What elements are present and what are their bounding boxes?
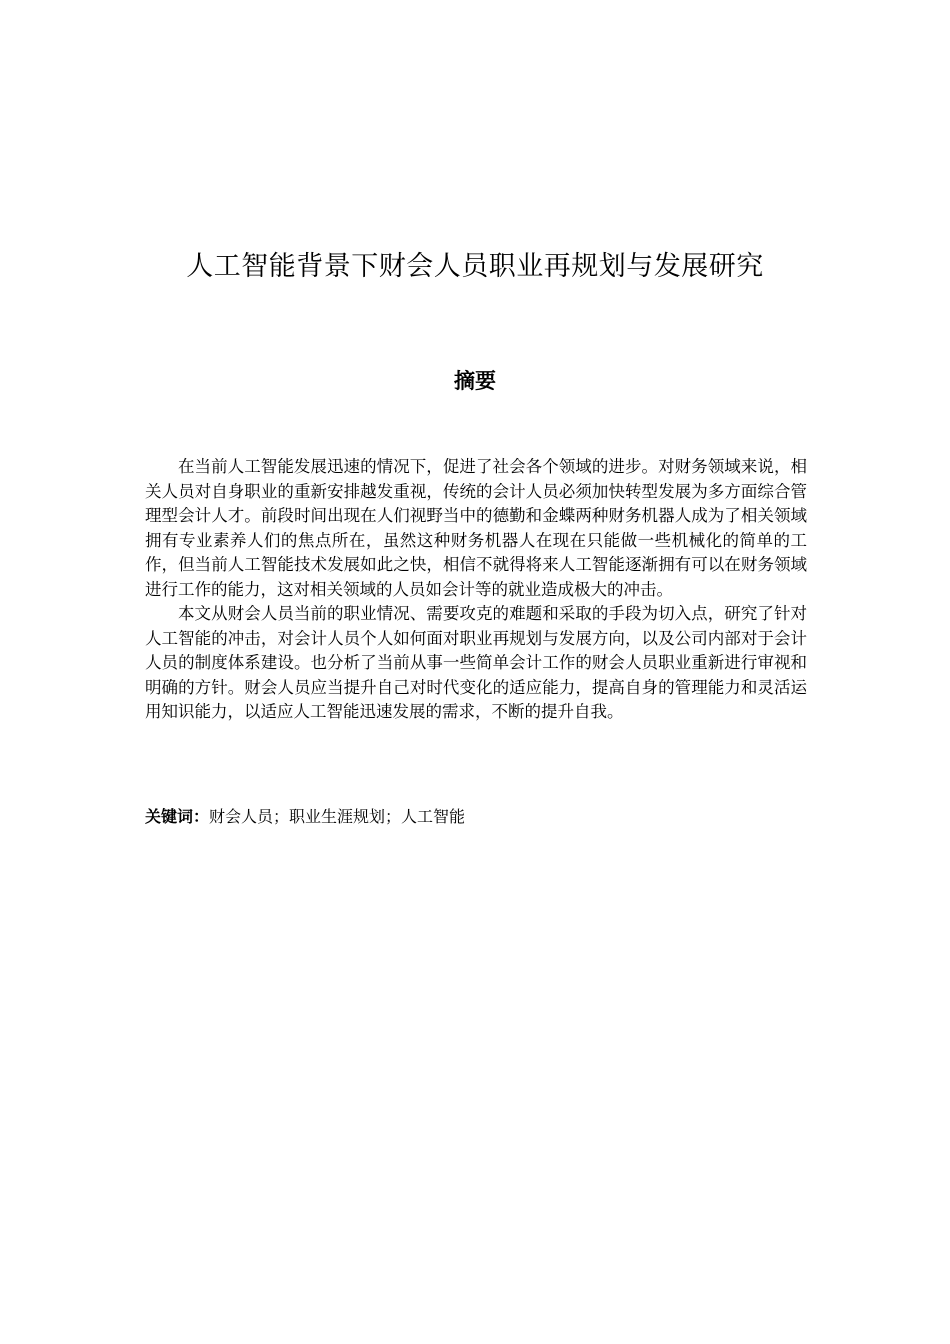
abstract-body — [145, 455, 807, 725]
keywords-text: 财会人员；职业生涯规划；人工智能 — [209, 807, 466, 826]
keywords-line — [145, 805, 807, 829]
abstract-paragraph-2: 本文从财会人员当前的职业情况、需要攻克的难题和采取的手段为切入点，研究了针对人工智能的冲击，对会计人员个人如何面对职业再规划与发展方向，以及公司内部对于会计人员的制度体系建设。也分析了当前从事一些简单会计工作的财会人员职业重新进行审视和明确的方针。财会人员应当提升自己对时代变化的适应能力，提高自身的管理能力和灵活运用知识能力，以适应人工智能迅速发展的需求，不断的提升自我。 — [145, 604, 807, 721]
keywords-label: 关键词： — [145, 807, 210, 826]
abstract-heading: 摘要 — [454, 369, 496, 393]
document-title: 人工智能背景下财会人员职业再规划与发展研究 — [186, 251, 764, 282]
abstract-paragraph-1: 在当前人工智能发展迅速的情况下，促进了社会各个领域的进步。对财务领域来说，相关人员对自身职业的重新安排越发重视，传统的会计人员必须加快转型发展为多方面综合管理型会计人才。前段时间出现在人们视野当中的德勤和金蝶两种财务机器人成为了相关领域拥有专业素养人们的焦点所在，虽然这种财务机器人在现在只能做一些机械化的简单的工作，但当前人工智能技术发展如此之快，相信不就得将来人工智能逐渐拥有可以在财务领域进行工作的能力，这对相关领域的人员如会计等的就业造成极大的冲击。 — [145, 457, 807, 599]
